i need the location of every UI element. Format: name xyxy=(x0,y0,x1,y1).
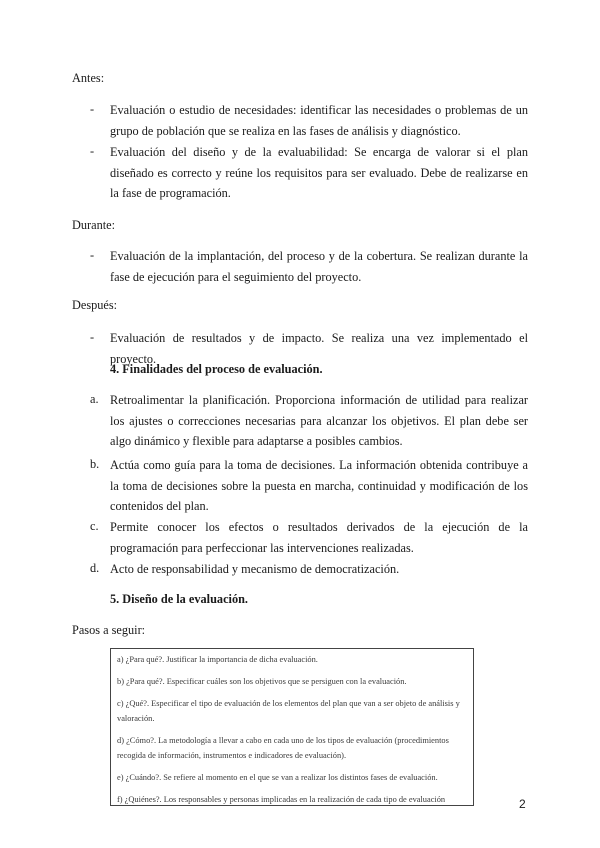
list-item-necesidades: Evaluación o estudio de necesidades: identificar las necesidades o problemas de un grupo de población que se realiza en las fases de análisis y diagnóstico. xyxy=(110,103,528,138)
list-marker-d: d. xyxy=(90,561,100,575)
list-item-responsabilidad: Acto de responsabilidad y mecanismo de democratización. xyxy=(110,562,400,576)
list-marker-b: b. xyxy=(90,457,100,471)
bullet-dash: - xyxy=(90,248,95,262)
step-quienes: f) ¿Quiénes?. Los responsables y personas implicadas en la realización de cada tipo de evaluación xyxy=(117,795,446,804)
section-heading-diseno: 5. Diseño de la evaluación. xyxy=(110,592,249,606)
bullet-dash: - xyxy=(90,144,95,158)
list-item-retroalimentar: Retroalimentar la planificación. Proporciona información de utilidad para realizar los ajustes o correcciones necesarias para alcanzar los objetivos. El plan debe ser algo dinámico y flexible para adaptarse a posibles cambios. xyxy=(110,393,528,448)
step-para-que: a) ¿Para qué?. Justificar la importancia de dicha evaluación. xyxy=(117,655,318,664)
step-cuando: e) ¿Cuándo?. Se refiere al momento en el que se van a realizar los distintos fases de evaluación. xyxy=(117,773,438,782)
steps-box xyxy=(110,648,474,806)
antes-label: Antes: xyxy=(72,71,105,85)
list-item-implantacion: Evaluación de la implantación, del proceso y de la cobertura. Se realizan durante la fase de ejecución para el seguimiento del proyecto. xyxy=(110,249,528,284)
step-como: d) ¿Cómo?. La metodología a llevar a cabo en cada uno de los tipos de evaluación (procedimientos recogida de información, instrumentos e indicadores de evaluación). xyxy=(117,736,449,760)
bullet-dash: - xyxy=(90,330,95,344)
list-item-resultados: Evaluación de resultados y de impacto. Se realiza una vez implementado el proyecto. xyxy=(110,331,528,366)
step-que: c) ¿Qué?. Especificar el tipo de evaluación de los elementos del plan que van a ser objeto de análisis y valoración. xyxy=(117,699,460,723)
list-item-efectos: Permite conocer los efectos o resultados derivados de la ejecución de la programación para perfeccionar las intervenciones realizadas. xyxy=(110,520,528,555)
pasos-label: Pasos a seguir: xyxy=(72,623,146,637)
list-item-diseno: Evaluación del diseño y de la evaluabilidad: Se encarga de valorar si el plan diseñado es correcto y reúne los requisitos para ser evaluado. Debe de realizarse en la fase de programación. xyxy=(110,145,528,200)
durante-label: Durante: xyxy=(72,218,116,232)
section-heading-finalidades: 4. Finalidades del proceso de evaluación. xyxy=(110,362,323,376)
despues-label: Después: xyxy=(72,298,118,312)
list-marker-c: c. xyxy=(90,519,99,533)
step-objetivos: b) ¿Para qué?. Especificar cuáles son los objetivos que se persiguen con la evaluación. xyxy=(117,677,407,686)
list-item-guia: Actúa como guía para la toma de decisiones. La información obtenida contribuye a la toma de decisiones sobre la puesta en marcha, continuidad y modificación de los contenidos del plan. xyxy=(110,458,528,513)
bullet-dash: - xyxy=(90,102,95,116)
list-marker-a: a. xyxy=(90,392,99,406)
page-number: 2 xyxy=(519,797,526,811)
